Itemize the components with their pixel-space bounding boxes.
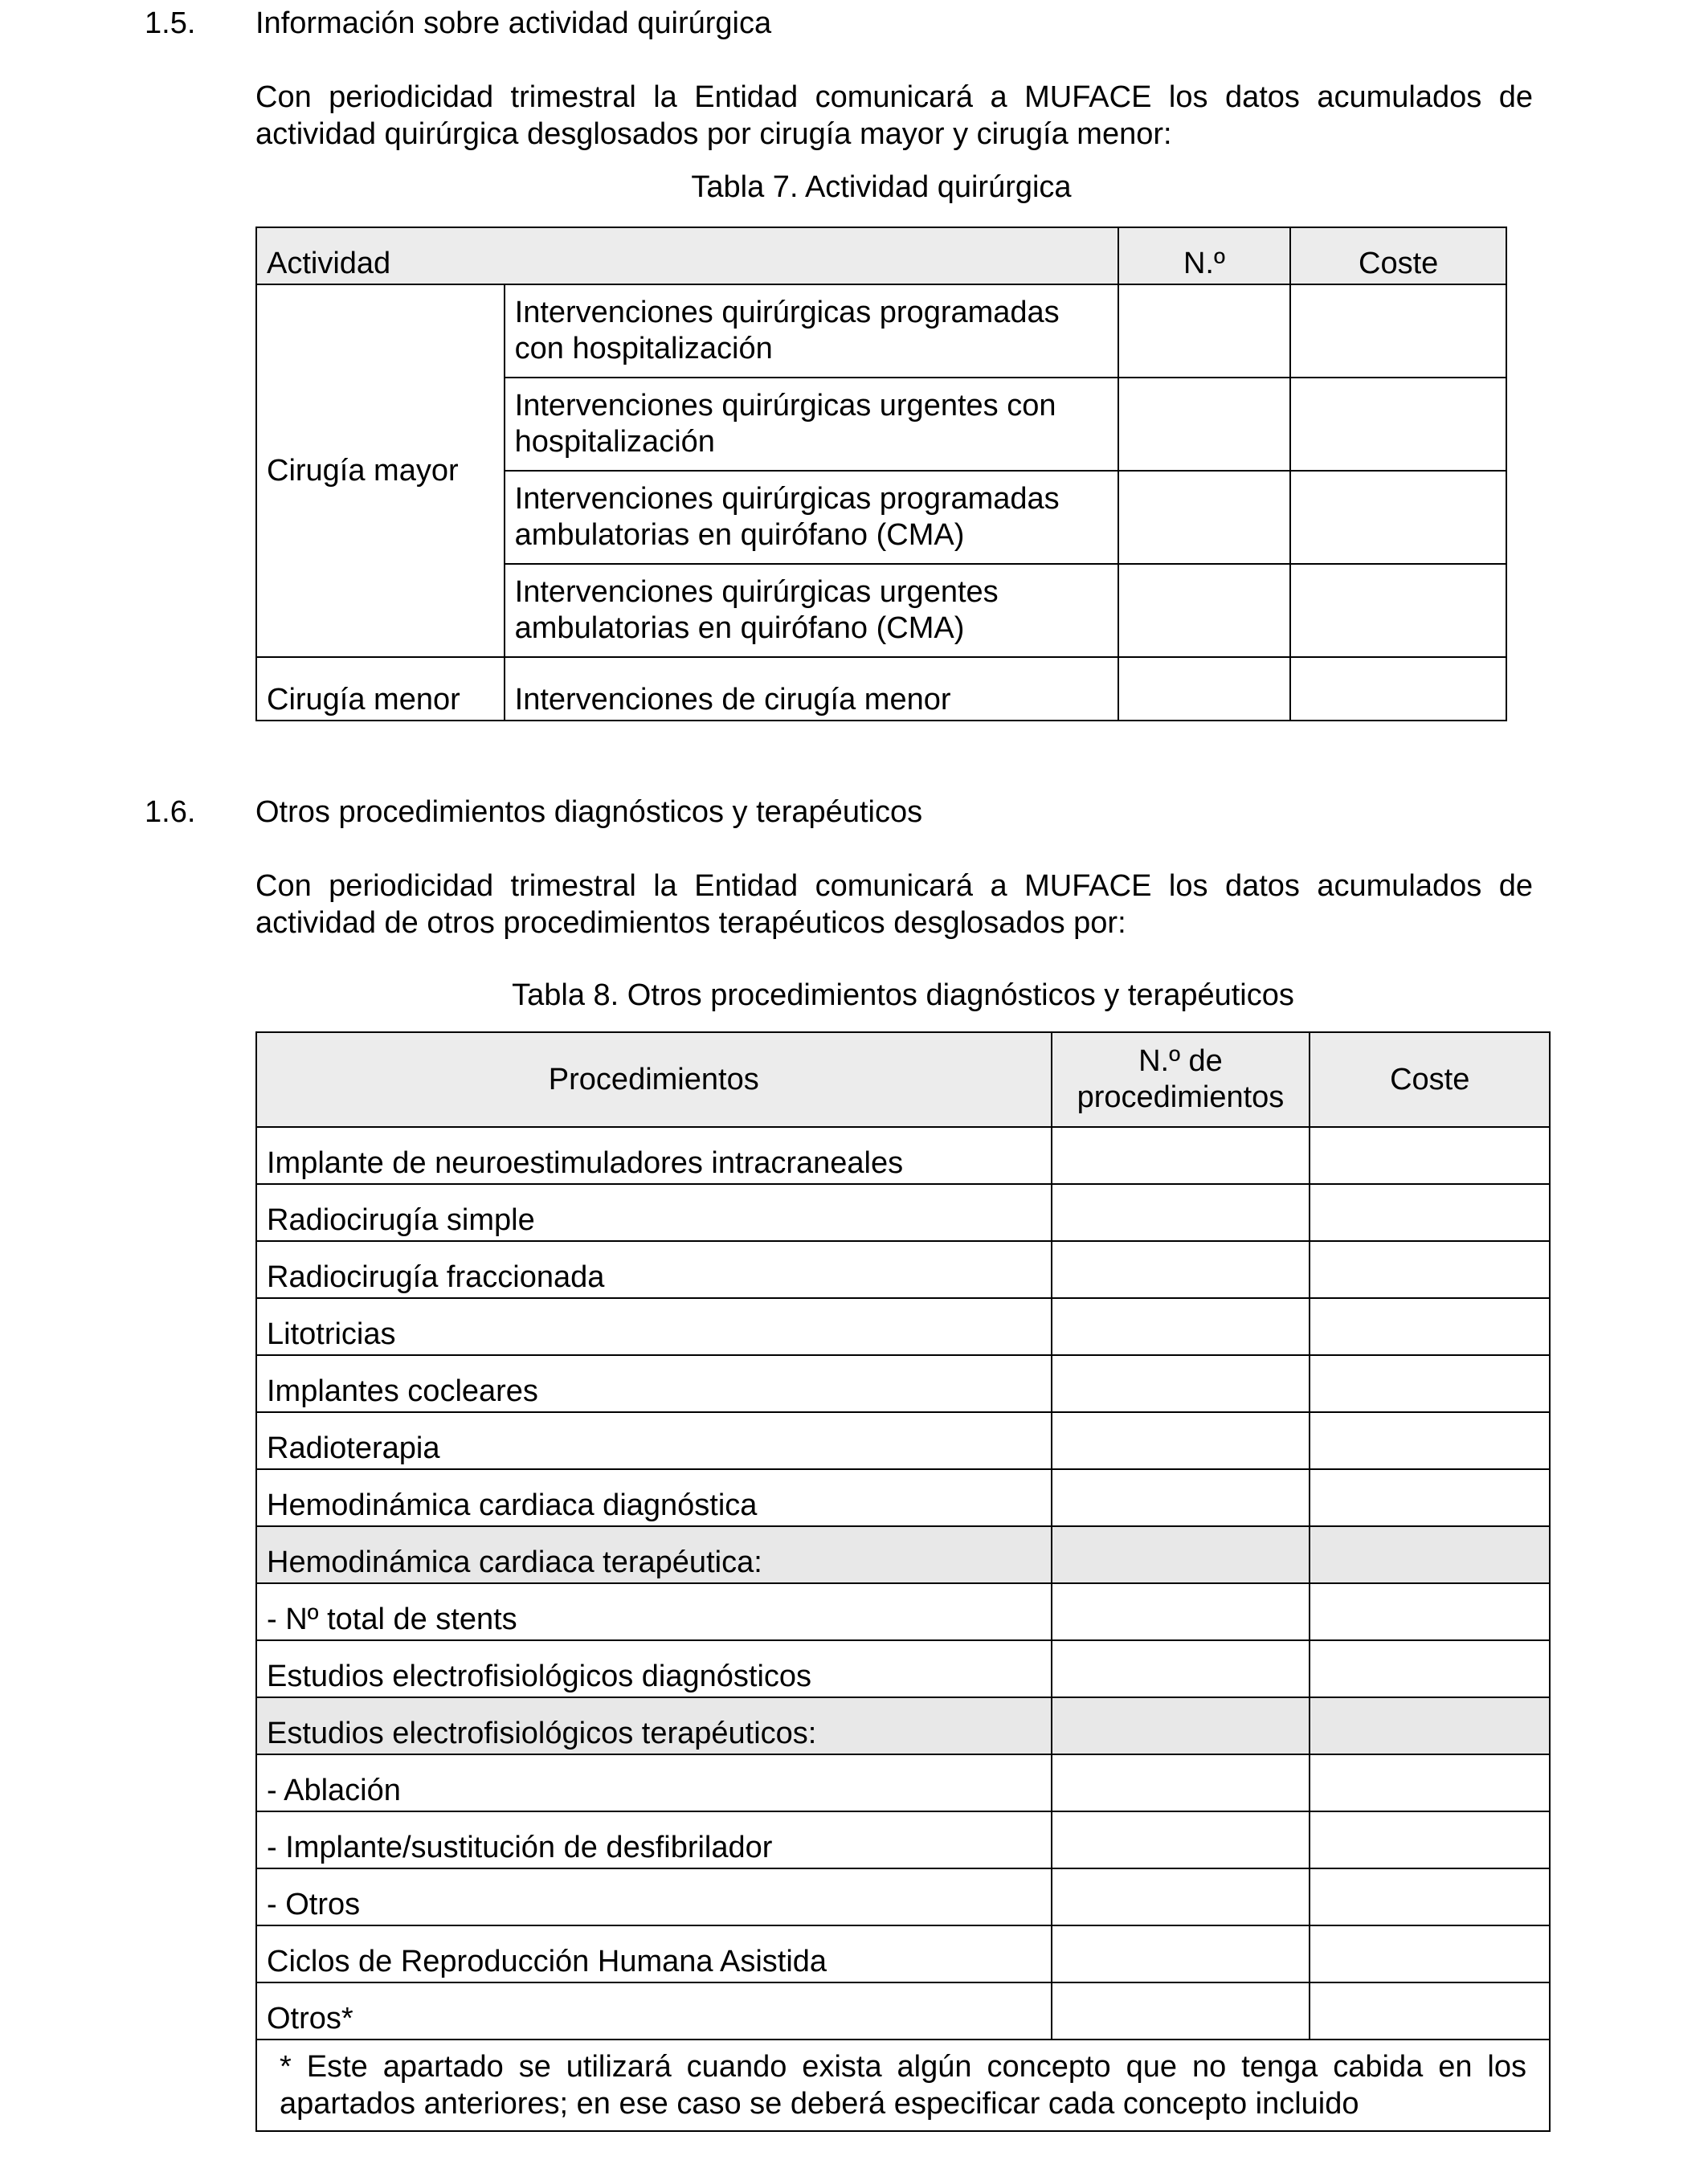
count-cell[interactable] xyxy=(1052,1640,1310,1697)
cost-cell[interactable] xyxy=(1310,1583,1550,1640)
table-row xyxy=(256,1640,1550,1697)
table-row xyxy=(256,1526,1550,1583)
paragraph-line: Con periodicidad trimestral la Entidad comunicará a MUFACE los datos acumulados de xyxy=(255,869,1533,903)
cost-cell[interactable] xyxy=(1290,378,1506,471)
table-row xyxy=(256,1697,1550,1754)
section-title: Otros procedimientos diagnósticos y terapéuticos xyxy=(255,795,923,829)
table-row xyxy=(256,1868,1550,1925)
procedure-label: Estudios electrofisiológicos terapéuticos: xyxy=(256,1697,1052,1754)
count-cell[interactable] xyxy=(1052,1355,1310,1412)
cost-cell[interactable] xyxy=(1310,1355,1550,1412)
number-cell[interactable] xyxy=(1118,657,1291,721)
table-row xyxy=(256,1925,1550,1982)
row-label: Intervenciones quirúrgicas urgentes ambulatorias en quirófano (CMA) xyxy=(505,564,1118,657)
paragraph-line: actividad quirúrgica desglosados por cirugía mayor y cirugía menor: xyxy=(255,117,1172,151)
cost-cell[interactable] xyxy=(1310,1298,1550,1355)
section-title: Información sobre actividad quirúrgica xyxy=(255,6,772,40)
table-row xyxy=(256,1298,1550,1355)
row-label: Intervenciones quirúrgicas programadas ambulatorias en quirófano (CMA) xyxy=(505,471,1118,564)
procedure-label: Ciclos de Reproducción Humana Asistida xyxy=(256,1925,1052,1982)
paragraph-line: actividad de otros procedimientos terapéuticos desglosados por: xyxy=(255,906,1126,940)
count-cell[interactable] xyxy=(1052,1811,1310,1868)
cost-cell[interactable] xyxy=(1310,1697,1550,1754)
table-row xyxy=(256,1355,1550,1412)
cost-cell[interactable] xyxy=(1310,1811,1550,1868)
table-row xyxy=(256,657,1506,721)
count-cell[interactable] xyxy=(1052,1241,1310,1298)
procedure-label: - Otros xyxy=(256,1868,1052,1925)
count-cell[interactable] xyxy=(1052,1298,1310,1355)
section-number: 1.6. xyxy=(145,795,196,829)
table-row xyxy=(256,284,1506,378)
table-row xyxy=(256,1127,1550,1184)
procedures-table xyxy=(255,1031,1551,2132)
header-procedures: Procedimientos xyxy=(256,1032,1052,1127)
cost-cell[interactable] xyxy=(1310,1526,1550,1583)
procedure-label: Estudios electrofisiológicos diagnósticos xyxy=(256,1640,1052,1697)
procedure-label: - Ablación xyxy=(256,1754,1052,1811)
count-cell[interactable] xyxy=(1052,1925,1310,1982)
count-cell[interactable] xyxy=(1052,1412,1310,1469)
count-cell[interactable] xyxy=(1052,1868,1310,1925)
section-paragraph xyxy=(255,868,1533,941)
row-label: Intervenciones quirúrgicas programadas con hospitalización xyxy=(505,284,1118,378)
table-caption: Tabla 8. Otros procedimientos diagnósticos y terapéuticos xyxy=(512,978,1294,1012)
procedure-label: - Nº total de stents xyxy=(256,1583,1052,1640)
cost-cell[interactable] xyxy=(1310,1868,1550,1925)
cost-cell[interactable] xyxy=(1290,471,1506,564)
table-row xyxy=(256,1469,1550,1526)
major-surgery-label: Cirugía mayor xyxy=(256,284,505,657)
count-cell[interactable] xyxy=(1052,1127,1310,1184)
count-cell[interactable] xyxy=(1052,1469,1310,1526)
count-cell[interactable] xyxy=(1052,1697,1310,1754)
table-row xyxy=(256,1241,1550,1298)
cost-cell[interactable] xyxy=(1310,1127,1550,1184)
count-cell[interactable] xyxy=(1052,1754,1310,1811)
procedure-label: Radioterapia xyxy=(256,1412,1052,1469)
table-row xyxy=(256,1583,1550,1640)
minor-surgery-label: Cirugía menor xyxy=(256,657,505,721)
cost-cell[interactable] xyxy=(1310,1754,1550,1811)
count-cell[interactable] xyxy=(1052,1184,1310,1241)
procedure-label: Implantes cocleares xyxy=(256,1355,1052,1412)
table-row xyxy=(256,1982,1550,2040)
row-label: Intervenciones de cirugía menor xyxy=(505,657,1118,721)
procedure-label: Radiocirugía simple xyxy=(256,1184,1052,1241)
cost-cell[interactable] xyxy=(1290,284,1506,378)
number-cell[interactable] xyxy=(1118,378,1291,471)
cost-cell[interactable] xyxy=(1310,1925,1550,1982)
procedure-label: Litotricias xyxy=(256,1298,1052,1355)
count-cell[interactable] xyxy=(1052,1982,1310,2040)
procedure-label: Otros* xyxy=(256,1982,1052,2040)
cost-cell[interactable] xyxy=(1290,657,1506,721)
header-count: N.º de procedimientos xyxy=(1052,1032,1310,1127)
number-cell[interactable] xyxy=(1118,564,1291,657)
paragraph-line: Con periodicidad trimestral la Entidad comunicará a MUFACE los datos acumulados de xyxy=(255,80,1533,114)
header-number: N.º xyxy=(1118,227,1291,284)
table-caption: Tabla 7. Actividad quirúrgica xyxy=(691,170,1072,204)
number-cell[interactable] xyxy=(1118,471,1291,564)
header-cost: Coste xyxy=(1310,1032,1550,1127)
header-cost: Coste xyxy=(1290,227,1506,284)
section-number: 1.5. xyxy=(145,6,196,40)
table-row xyxy=(256,1811,1550,1868)
cost-cell[interactable] xyxy=(1290,564,1506,657)
cost-cell[interactable] xyxy=(1310,1982,1550,2040)
table-footnote: * Este apartado se utilizará cuando exista algún concepto que no tenga cabida en los apartados anteriores; en ese caso se deberá especificar cada concepto incluido xyxy=(256,2040,1550,2131)
cost-cell[interactable] xyxy=(1310,1412,1550,1469)
procedure-label: Radiocirugía fraccionada xyxy=(256,1241,1052,1298)
surgical-activity-table xyxy=(255,227,1507,721)
cost-cell[interactable] xyxy=(1310,1184,1550,1241)
cost-cell[interactable] xyxy=(1310,1241,1550,1298)
cost-cell[interactable] xyxy=(1310,1640,1550,1697)
row-label: Intervenciones quirúrgicas urgentes con hospitalización xyxy=(505,378,1118,471)
cost-cell[interactable] xyxy=(1310,1469,1550,1526)
procedure-label: - Implante/sustitución de desfibrilador xyxy=(256,1811,1052,1868)
section-paragraph xyxy=(255,79,1533,153)
procedure-label: Hemodinámica cardiaca diagnóstica xyxy=(256,1469,1052,1526)
procedure-label: Hemodinámica cardiaca terapéutica: xyxy=(256,1526,1052,1583)
count-cell[interactable] xyxy=(1052,1526,1310,1583)
table-row xyxy=(256,1412,1550,1469)
table-row xyxy=(256,1754,1550,1811)
header-activity: Actividad xyxy=(256,227,1118,284)
procedure-label: Implante de neuroestimuladores intracraneales xyxy=(256,1127,1052,1184)
count-cell[interactable] xyxy=(1052,1583,1310,1640)
number-cell[interactable] xyxy=(1118,284,1291,378)
table-row xyxy=(256,1184,1550,1241)
